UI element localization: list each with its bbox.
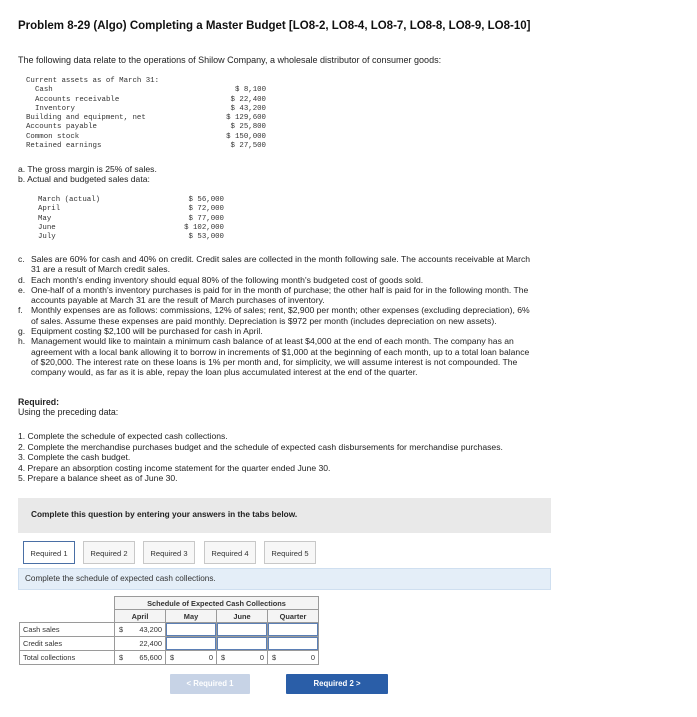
balance-value: $ 43,200: [230, 104, 266, 113]
table-row: [20, 623, 319, 637]
sales-label: May: [38, 214, 52, 223]
step-item: 3. Complete the cash budget.: [18, 452, 131, 462]
note-key: f.: [18, 305, 23, 316]
input-credit-sales-quarter[interactable]: [268, 637, 318, 650]
sales-value: $ 72,000: [188, 205, 224, 214]
dollar-sign: $: [272, 653, 277, 662]
note-line: Sales are 60% for cash and 40% on credit. Credit sales are collected in the month following sale. The accounts receivable at March: [31, 254, 531, 264]
schedule-caption: Schedule of Expected Cash Collections: [115, 597, 319, 610]
next-required-button[interactable]: Required 2 >: [286, 674, 388, 694]
required-subtext: Using the preceding data:: [18, 407, 119, 417]
step-item: 4. Prepare an absorption costing income statement for the quarter ended June 30.: [18, 462, 331, 473]
intro-text: The following data relate to the operations of Shilow Company, a wholesale distributor of consumer goods:: [18, 55, 442, 65]
note-line: Management would like to maintain a minimum cash balance of at least $4,000 at the end of each month. The company has an: [31, 336, 514, 347]
sales-label: April: [38, 205, 61, 214]
note-b: b. Actual and budgeted sales data:: [18, 174, 150, 184]
column-header-june: June: [217, 610, 268, 623]
column-header-quarter: Quarter: [268, 610, 319, 623]
cell-value: 43,200: [139, 625, 162, 634]
step-item: 5. Prepare a balance sheet as of June 30.: [18, 473, 178, 483]
sales-label: March (actual): [38, 196, 101, 204]
balance-label: Cash: [35, 86, 53, 95]
notes-block: [18, 254, 618, 378]
input-credit-sales-may[interactable]: [166, 637, 216, 650]
sales-value: $ 53,000: [188, 233, 224, 242]
tab-required-2[interactable]: Required 2: [83, 541, 135, 564]
balance-value: $ 22,400: [230, 95, 266, 104]
note-line: accounts payable at March 31 are the result of March purchases of inventory.: [31, 295, 325, 306]
balance-label: Retained earnings: [26, 142, 102, 151]
sales-value: $ 56,000: [188, 196, 224, 204]
row-label-cash-sales: Cash sales: [20, 623, 115, 637]
cell-value: 22,400: [139, 639, 162, 648]
cash-collections-table: [19, 596, 319, 665]
balance-value: $ 129,600: [226, 114, 266, 123]
balance-label: Building and equipment, net: [26, 114, 146, 123]
instructions-banner: [18, 498, 551, 533]
sales-label: July: [38, 233, 56, 242]
note-line: Monthly expenses are as follows: commissions, 12% of sales; rent, $2,900 per month; other expenses (excluding depreciation), 6%: [31, 305, 530, 316]
previous-required-button[interactable]: < Required 1: [170, 674, 250, 694]
note-line: One-half of a month's inventory purchases is paid for in the month of purchase; the other half is paid for in the following month. The: [31, 284, 529, 295]
column-header-april: April: [115, 610, 166, 623]
row-label-total-collections: Total collections: [20, 651, 115, 665]
step-item: 2. Complete the merchandise purchases budget and the schedule of expected cash disbursements for merchandise purchases.: [18, 441, 503, 452]
table-row: [20, 651, 319, 665]
note-a: a. The gross margin is 25% of sales.: [18, 164, 157, 174]
dollar-sign: $: [170, 653, 175, 662]
balance-value: $ 25,800: [230, 123, 266, 132]
note-key: h.: [18, 336, 26, 347]
input-cash-sales-may[interactable]: [166, 623, 216, 636]
column-header-may: May: [166, 610, 217, 623]
problem-title: Problem 8-29 (Algo) Completing a Master Budget [LO8-2, LO8-4, LO8-7, LO8-8, LO8-9, LO8-10]: [18, 20, 531, 32]
balance-block: [26, 77, 266, 151]
tab-required-3[interactable]: Required 3: [143, 541, 195, 564]
balance-value: $ 150,000: [226, 132, 266, 141]
step-item: 1. Complete the schedule of expected cash collections.: [18, 431, 228, 441]
note-line: 31 are a result of March credit sales.: [31, 264, 170, 275]
sales-value: $ 77,000: [188, 214, 224, 223]
balance-value: $ 27,500: [230, 142, 266, 151]
row-label-credit-sales: Credit sales: [20, 637, 115, 651]
balance-value: $ 8,100: [234, 86, 266, 95]
note-key: c.: [18, 254, 25, 264]
note-line: agreement with a local bank allowing it to borrow in increments of $1,000 at the beginning of each month, up to a total loan balance: [31, 346, 530, 357]
note-line: of $20,000. The interest rate on these loans is 1% per month and, for simplicity, we will assume interest is not compounded. The: [31, 356, 518, 367]
sales-label: June: [38, 223, 56, 232]
note-key: e.: [18, 284, 26, 295]
tab-required-1[interactable]: Required 1: [23, 541, 75, 564]
note-key: g.: [18, 326, 26, 337]
note-line: Each month's ending inventory should equal 80% of the following month's budgeted cost of goods sold.: [31, 274, 424, 285]
dollar-sign: $: [119, 625, 124, 634]
dollar-sign: $: [119, 653, 124, 662]
instruction-panel: [18, 568, 551, 590]
balance-label: Common stock: [26, 132, 80, 141]
input-cash-sales-quarter[interactable]: [268, 623, 318, 636]
note-line: company would, as far as it is able, repay the loan plus accumulated interest at the end of the quarter.: [31, 367, 418, 378]
cell-value: 0: [310, 653, 315, 662]
blank-corner: [20, 610, 115, 623]
cell-value: 0: [208, 653, 213, 662]
cell-value: 65,600: [139, 653, 162, 662]
tab-required-5[interactable]: Required 5: [264, 541, 316, 564]
blank-corner: [20, 597, 115, 610]
balance-label: Accounts receivable: [35, 95, 120, 104]
table-row: [20, 637, 319, 651]
balance-heading: Current assets as of March 31:: [26, 77, 160, 85]
tab-required-4[interactable]: Required 4: [204, 541, 256, 564]
input-credit-sales-june[interactable]: [217, 637, 267, 650]
balance-label: Inventory: [35, 104, 75, 113]
note-line: of sales. Assume these expenses are paid monthly. Depreciation is $972 per month (includes depreciation on new assets).: [31, 315, 497, 326]
sales-block: [38, 196, 224, 242]
cell-value: 0: [259, 653, 264, 662]
note-line: Equipment costing $2,100 will be purchased for cash in April.: [31, 326, 263, 337]
note-key: d.: [18, 274, 26, 285]
instruction-text: Complete the schedule of expected cash collections.: [25, 574, 216, 583]
input-cash-sales-june[interactable]: [217, 623, 267, 636]
required-heading: Required:: [18, 397, 60, 407]
banner-text: Complete this question by entering your answers in the tabs below.: [31, 509, 298, 519]
dollar-sign: $: [221, 653, 226, 662]
required-steps: [18, 431, 503, 484]
balance-label: Accounts payable: [26, 123, 97, 132]
sales-value: $ 102,000: [184, 223, 224, 232]
